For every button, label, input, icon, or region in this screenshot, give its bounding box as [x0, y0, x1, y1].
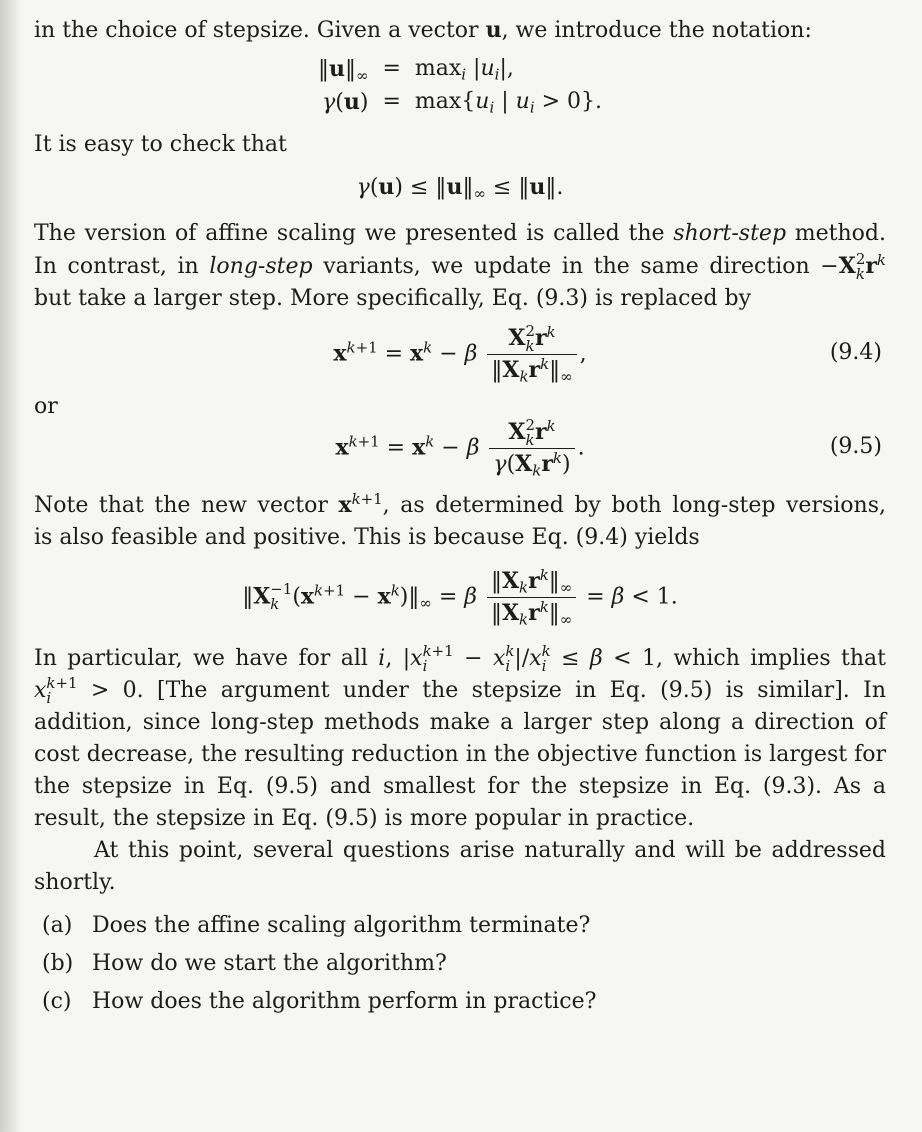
notation-equations: [34, 53, 886, 119]
or-word: or: [34, 394, 58, 419]
list-item: [34, 907, 886, 945]
list-item: [34, 945, 886, 983]
paragraph-4-line-1: In particular, we have for all i, |x k+1 i − x k i |/x k i ≤ β < 1, which implies that: [34, 641, 887, 675]
equation-9-4: $x^{k+1} = x^k - \beta$ X 2 k $r^k$ $‖X_kr^k‖_\infty$ , (9.4): [333, 321, 882, 386]
paragraph-3-line-2: is also feasible and positive. This is because Eq. (9.4) yields: [34, 525, 700, 550]
ratio-equation: ‖X −1 k ($x^{k+1}$ − $x^k)‖_\infty = \beta$ $\frac{‖X_kr^k‖_\infty}{‖X_kr^k‖_\infty}$ = β < 1.: [242, 565, 678, 629]
list-label: (a): [42, 913, 73, 938]
paragraph-4-line-2: x k+1 i > 0. [The argument under the stepsize in Eq. (9.5) is similar]. In: [34, 673, 886, 707]
intro-text: in the choice of stepsize. Given a vector u, we introduce the notation:: [34, 17, 812, 43]
paragraph-2-line-3: but take a larger step. More specifically, Eq. (9.3) is replaced by: [34, 286, 752, 311]
paragraph-3-line-1: Note that the new vector $x^{k+1}$, as determined by both long-step versions,: [34, 489, 886, 518]
equation-number: (9.5): [829, 434, 882, 459]
text-line-2: It is easy to check that: [34, 132, 287, 157]
text-line-1: [34, 14, 886, 47]
book-page: [34, 14, 886, 1021]
inf-norm-rhs: $\max_i |u_i|$,: [414, 56, 514, 84]
paragraph-4-line-3: addition, since long-step methods make a larger step along a direction of: [34, 710, 886, 735]
paragraph-4-line-6: result, the stepsize in Eq. (9.5) is more popular in practice.: [34, 806, 695, 831]
list-text: How does the algorithm perform in practice?: [92, 989, 597, 1014]
list-item: [34, 983, 886, 1021]
paragraph-2-line-1: The version of affine scaling we presented is called the short-step method.: [34, 221, 886, 246]
paragraph-4-line-4: cost decrease, the resulting reduction in the objective function is largest for: [34, 742, 886, 767]
paragraph-4-line-5: the stepsize in Eq. (9.5) and smallest for the stepsize in Eq. (9.3). As a: [34, 774, 886, 799]
equals-sign: =: [382, 56, 401, 81]
paragraph-2-line-2: In contrast, in long-step variants, we update in the same direction −X 2 k $r^k$: [34, 249, 886, 283]
paragraph-5-line-1: At this point, several questions arise naturally and will be addressed: [94, 838, 886, 863]
equation-9-5: $x^{k+1} = x^k - \beta$ X 2 k $r^k$ $\gamma(X_kr^k)$ . (9.5): [335, 415, 882, 480]
list-label: (c): [42, 989, 72, 1014]
list-text: Does the affine scaling algorithm terminate?: [92, 913, 591, 938]
equation-number: (9.4): [829, 340, 882, 365]
gamma-rhs: $\max\{u_i$ | $u_i > 0$}.: [414, 89, 603, 117]
scan-edge: [0, 0, 22, 1132]
inf-norm-lhs: $‖u‖_\infty$: [317, 56, 369, 85]
equals-sign: =: [382, 89, 401, 114]
list-text: How do we start the algorithm?: [92, 951, 447, 976]
gamma-lhs: γ(u): [322, 89, 369, 115]
question-list: [34, 907, 886, 1021]
paragraph-5-line-2: shortly.: [34, 870, 116, 895]
list-label: (b): [42, 951, 74, 976]
inequality-equation: $\gamma(u) \le ‖u‖_\infty$ ≤ ‖u‖.: [356, 174, 564, 203]
